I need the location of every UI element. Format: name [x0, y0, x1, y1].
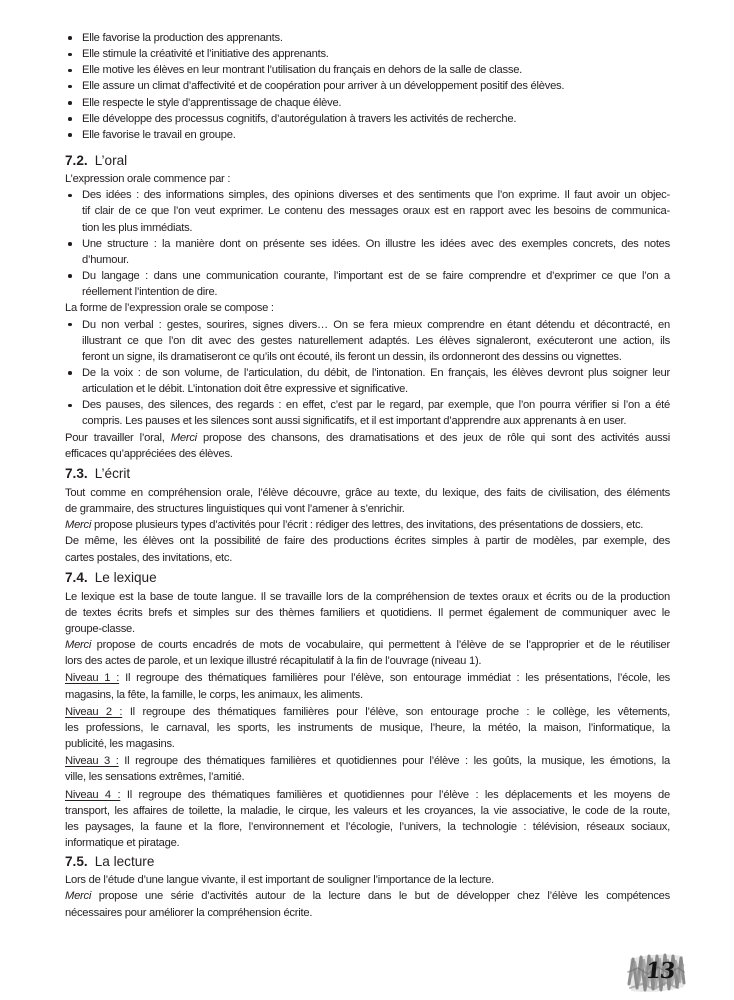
bullet-item [65, 78, 670, 94]
text-line: cartes postales, des invitations, etc. [65, 551, 233, 564]
level-label: Niveau 2 : [65, 705, 123, 718]
bullet-icon [68, 69, 72, 73]
bullet-item [65, 30, 670, 46]
text-segment: Il regroupe des thématiques familières pour l’élève, son entourage immédiat : les présentations, l’école, les [125, 672, 671, 685]
text-line: tion les plus immédiats. [82, 221, 193, 234]
paragraph [65, 430, 670, 462]
paragraph [65, 485, 670, 517]
text-line: Elle stimule la créativité et l’initiative des apprenants. [82, 48, 329, 61]
text-line [65, 430, 670, 446]
text-line: tif clair de ce que l’on veut exprimer. Le contenu des messages oraux est en rapport avec les besoins de communica- [82, 205, 670, 218]
publication-title: Merci [65, 639, 92, 652]
section-title: L’écrit [94, 465, 131, 481]
text-line: publicité, les magasins. [65, 738, 175, 751]
bullet-item [65, 62, 670, 78]
bullet-icon [68, 36, 72, 40]
level-paragraph [65, 704, 670, 752]
text-line: Elle respecte le style d’apprentissage de chaque élève. [82, 96, 342, 109]
section-heading-oral [65, 151, 670, 170]
level-label: Niveau 3 : [65, 755, 119, 768]
level-paragraph [65, 787, 670, 852]
text-line: transport, les affaires de toilette, la maladie, le cirque, les valeurs et les croyances, la vie associative, le code de la route, [65, 804, 670, 817]
text-line: groupe-classe. [65, 623, 135, 635]
bullet-item [65, 127, 670, 143]
publication-title: Merci [65, 890, 92, 903]
bullet-item [65, 268, 670, 300]
publication-title: Merci [65, 519, 92, 532]
bullet-item [65, 317, 670, 365]
text-line [65, 517, 670, 533]
paragraph-intro: L’expression orale commence par : [65, 173, 231, 186]
bullet-icon [68, 323, 72, 327]
text-line: de grammaire, des structures linguistiques qui vont l’amener à s’enrichir. [65, 503, 405, 516]
bullet-icon [68, 274, 72, 278]
section-number: 7.4. [65, 569, 88, 585]
text-line: articulation et le débit. L’intonation doit être expressive et significative. [82, 383, 408, 396]
text-line: d’humour. [82, 253, 129, 266]
level-paragraph [65, 753, 670, 785]
section-title: La lecture [94, 854, 155, 870]
page-body [65, 30, 670, 921]
text-segment: Pour travailler l’oral, [65, 431, 165, 444]
text-line: Une structure : la manière dont on présente ses idées. On illustre les idées avec des exemples concrets, des notes [82, 237, 670, 250]
text-line: Lors de l’étude d’une langue vivante, il est important de souligner l’importance de la lecture. [65, 874, 494, 887]
text-line: Tout comme en compréhension orale, l’élève découvre, grâce au texte, du lexique, des faits de civilisation, des éléments [65, 486, 670, 499]
level-label: Niveau 4 : [65, 788, 121, 801]
text-line: les paysages, la faune et la flore, l’environnement et l’écologie, l’univers, la technologie : télévision, réseaux sociaux, [65, 820, 670, 833]
section-title: L’oral [94, 153, 128, 169]
text-line: Elle favorise le travail en groupe. [82, 128, 236, 141]
text-segment: Il regroupe des thématiques familières et quotidiennes pour l’élève : les déplacements et les moyens de [126, 788, 670, 801]
text-line: Le lexique est la base de toute langue. Il se travaille lors de la compréhension de textes oraux et écrits ou de la production [65, 590, 670, 603]
bullet-icon [68, 53, 72, 57]
text-line: réellement l’intention de dire. [82, 286, 218, 299]
text-line: Du non verbal : gestes, sourires, signes divers… On se fera mieux comprendre en étant détendu et décontracté, en [82, 318, 670, 331]
bullet-icon [68, 371, 72, 375]
text-line: magasins, la fête, la famille, le corps, les animaux, les aliments. [65, 688, 363, 701]
bullet-icon [68, 101, 72, 105]
bullet-item [65, 46, 670, 62]
text-segment: Il regroupe des thématiques familières pour l’élève, son entourage proche : le collège, les vêtements, [129, 705, 671, 718]
text-line [65, 787, 670, 803]
paragraph [65, 589, 670, 637]
bullet-icon [68, 194, 72, 198]
text-segment: propose de courts encadrés de mots de vocabulaire, qui permettent à l’élève de se l’approprier et de le réutiliser [96, 639, 671, 652]
section-heading-lecture [65, 852, 670, 871]
section-heading-ecrit [65, 464, 670, 483]
section-number: 7.3. [65, 465, 88, 481]
bullet-item [65, 187, 670, 235]
level-paragraph [65, 670, 670, 702]
text-line: informatique et piratage. [65, 837, 180, 850]
bullet-icon [68, 117, 72, 121]
text-line: les professions, le carnaval, les sports, les instruments de musique, l’heure, la météo, la maison, l’informatique, la [65, 721, 670, 734]
text-line [65, 888, 670, 904]
page-number: 13 [644, 958, 676, 984]
section-number: 7.5. [65, 854, 88, 870]
paragraph [65, 533, 670, 565]
text-segment: propose plusieurs types d’activités pour l’écrit : rédiger des lettres, des invitations, des présentations de dossiers, etc. [93, 519, 644, 532]
paragraph [65, 888, 670, 920]
bullet-item [65, 95, 670, 111]
text-line: Des pauses, des silences, des regards : en effet, c’est par le regard, par exemple, que l’on pourra vérifier si l’on a été [82, 399, 670, 412]
text-line: efficaces qu’appréciées des élèves. [65, 447, 233, 460]
text-segment: propose une série d’activités autour de la lecture dans le but de développer chez l’élève les compétences [98, 890, 670, 903]
bullet-icon [68, 242, 72, 246]
text-line [65, 637, 670, 653]
text-line: De la voix : de son volume, de l’articulation, du débit, de l’intonation. En français, les élèves devront plus soigner leur [82, 366, 670, 379]
text-line: De même, les élèves ont la possibilité de faire des productions écrites simples à partir de modèles, par exemple, des [65, 535, 670, 548]
section-heading-lexique [65, 568, 670, 587]
text-line: compris. Les pauses et les silences sont aussi significatifs, et il est important d’apprendre aux apprenants à en user. [82, 415, 627, 428]
text-line: Elle favorise la production des apprenants. [82, 32, 283, 44]
text-line: illustrant ce que l’on dit avec des gestes naturellement adaptés. Les élèves signaleront, exécuteront une action, ils [82, 334, 670, 347]
text-segment: Il regroupe des thématiques familières et quotidiennes pour l’élève : les goûts, la musique, les émotions, la [124, 755, 670, 768]
bullet-item [65, 365, 670, 397]
text-line: de textes écrits brefs et simples sur des thèmes familiers et quotidiens. Il permet également de communiquer avec le [65, 606, 670, 619]
page-number-badge [626, 950, 686, 994]
section-number: 7.2. [65, 153, 88, 169]
paragraph-intro: La forme de l’expression orale se compose : [65, 302, 274, 315]
section-title: Le lexique [94, 569, 157, 585]
bullet-icon [68, 85, 72, 89]
text-line [65, 704, 670, 720]
bullet-item [65, 111, 670, 127]
bullet-icon [68, 133, 72, 137]
text-line [65, 753, 670, 769]
text-line: Elle assure un climat d’affectivité et de coopération pour arriver à un développement positif des élèves. [82, 80, 565, 93]
paragraph [65, 517, 670, 533]
bullet-item [65, 236, 670, 268]
text-line: Des idées : des informations simples, des opinions diverses et des sentiments que l’on exprime. Il faut avoir un objec- [82, 189, 670, 202]
paragraph [65, 637, 670, 669]
bullet-icon [68, 404, 72, 408]
text-line: Du langage : dans une communication courante, l’important est de se faire comprendre et d’exprimer ce que l’on a [82, 270, 670, 283]
level-label: Niveau 1 : [65, 672, 120, 685]
text-segment: propose des chansons, des dramatisations et des jeux de rôle qui sont des activités aussi [203, 431, 671, 444]
text-line: ville, les sensations extrêmes, l’amitié. [65, 771, 245, 784]
text-line: feront un signe, ils dramatiseront ce qu’ils ont écouté, ils feront un dessin, ils ordonneront des dessins ou vignettes. [82, 350, 622, 363]
publication-title: Merci [170, 431, 197, 444]
text-line [65, 670, 670, 686]
text-line: lors des actes de parole, et un lexique illustré récapitulatif à la fin de l’ouvrage (niveau 1). [65, 655, 482, 668]
text-line: nécessaires pour améliorer la compréhension écrite. [65, 906, 313, 919]
text-line: Elle motive les élèves en leur montrant l’utilisation du français en dehors de la salle de classe. [82, 64, 523, 77]
paragraph [65, 872, 670, 888]
text-line: Elle développe des processus cognitifs, d’autorégulation à travers les activités de recherche. [82, 112, 517, 125]
bullet-item [65, 397, 670, 429]
